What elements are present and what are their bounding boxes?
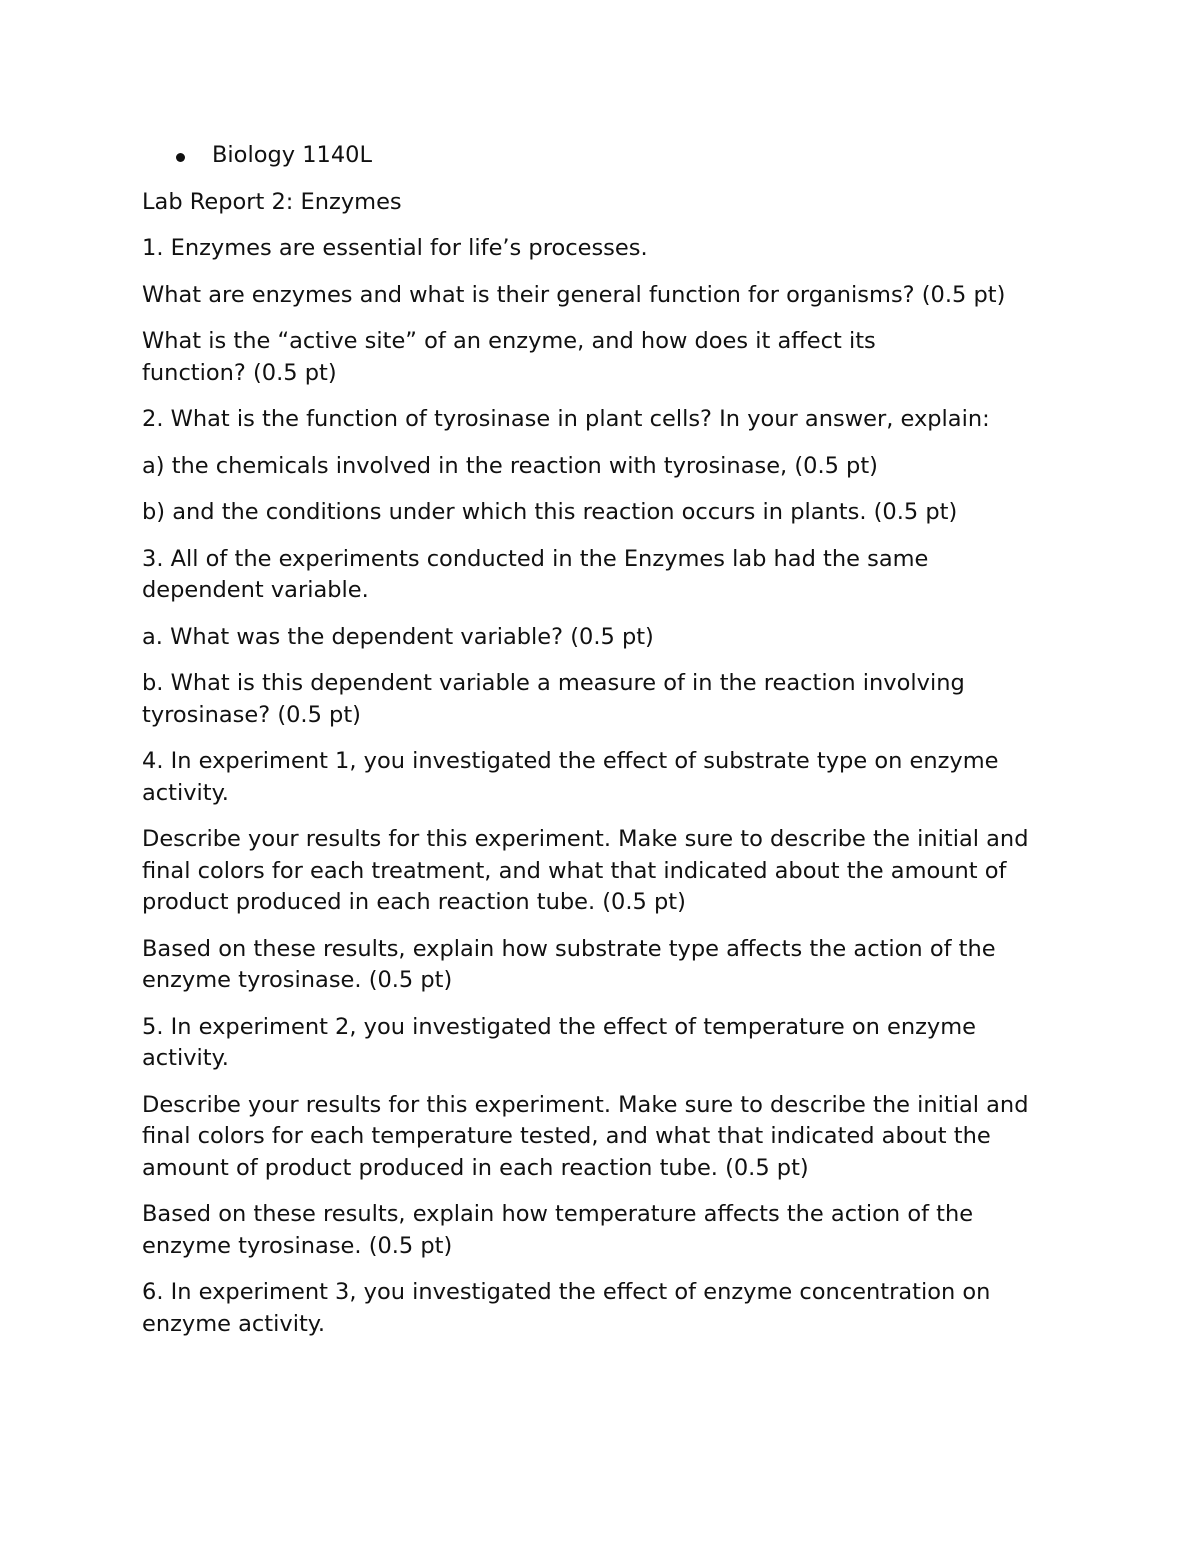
- question-4-results: Describe your results for this experiment. Make sure to describe the initial and final colors for each treatment, and what that indicated about the amount of product produced in each reaction tube. (0.5 pt): [142, 826, 1029, 915]
- course-title: Biology 1140L: [212, 142, 373, 168]
- bullet-icon: [176, 153, 185, 162]
- report-title: Lab Report 2: Enzymes: [142, 188, 402, 215]
- question-2: 2. What is the function of tyrosinase in plant cells? In your answer, explain:: [142, 406, 990, 432]
- question-4: 4. In experiment 1, you investigated the effect of substrate type on enzyme activity.: [142, 748, 999, 806]
- question-5-results: Describe your results for this experiment. Make sure to describe the initial and final colors for each temperature tested, and what that indicated about the amount of product produced in each reaction tube. (0.5 pt): [142, 1091, 1029, 1181]
- question-2-part-a: a) the chemicals involved in the reaction with tyrosinase, (0.5 pt): [142, 452, 878, 479]
- question-3-part-b: b. What is this dependent variable a measure of in the reaction involving tyrosinase? (0.5 pt): [142, 670, 965, 728]
- question-5: 5. In experiment 2, you investigated the effect of temperature on enzyme activity.: [142, 1013, 976, 1071]
- question-5-explain: Based on these results, explain how temperature affects the action of the enzyme tyrosinase. (0.5 pt): [142, 1201, 974, 1259]
- question-3-part-a: a. What was the dependent variable? (0.5 pt): [142, 623, 654, 650]
- question-1-part-b: What is the “active site” of an enzyme, and how does it affect its function? (0.5 pt): [142, 328, 876, 386]
- question-2-part-b: b) and the conditions under which this reaction occurs in plants. (0.5 pt): [142, 499, 958, 525]
- question-3: 3. All of the experiments conducted in the Enzymes lab had the same dependent variable.: [142, 545, 929, 603]
- document-body: [142, 140, 1062, 1355]
- question-1: 1. Enzymes are essential for life’s processes.: [142, 235, 648, 261]
- bullet-item: [142, 140, 1062, 172]
- question-4-explain: Based on these results, explain how substrate type affects the action of the enzyme tyrosinase. (0.5 pt): [142, 935, 996, 993]
- question-6: 6. In experiment 3, you investigated the effect of enzyme concentration on enzyme activity.: [142, 1279, 991, 1337]
- question-1-part-a: What are enzymes and what is their general function for organisms? (0.5 pt): [142, 281, 1006, 308]
